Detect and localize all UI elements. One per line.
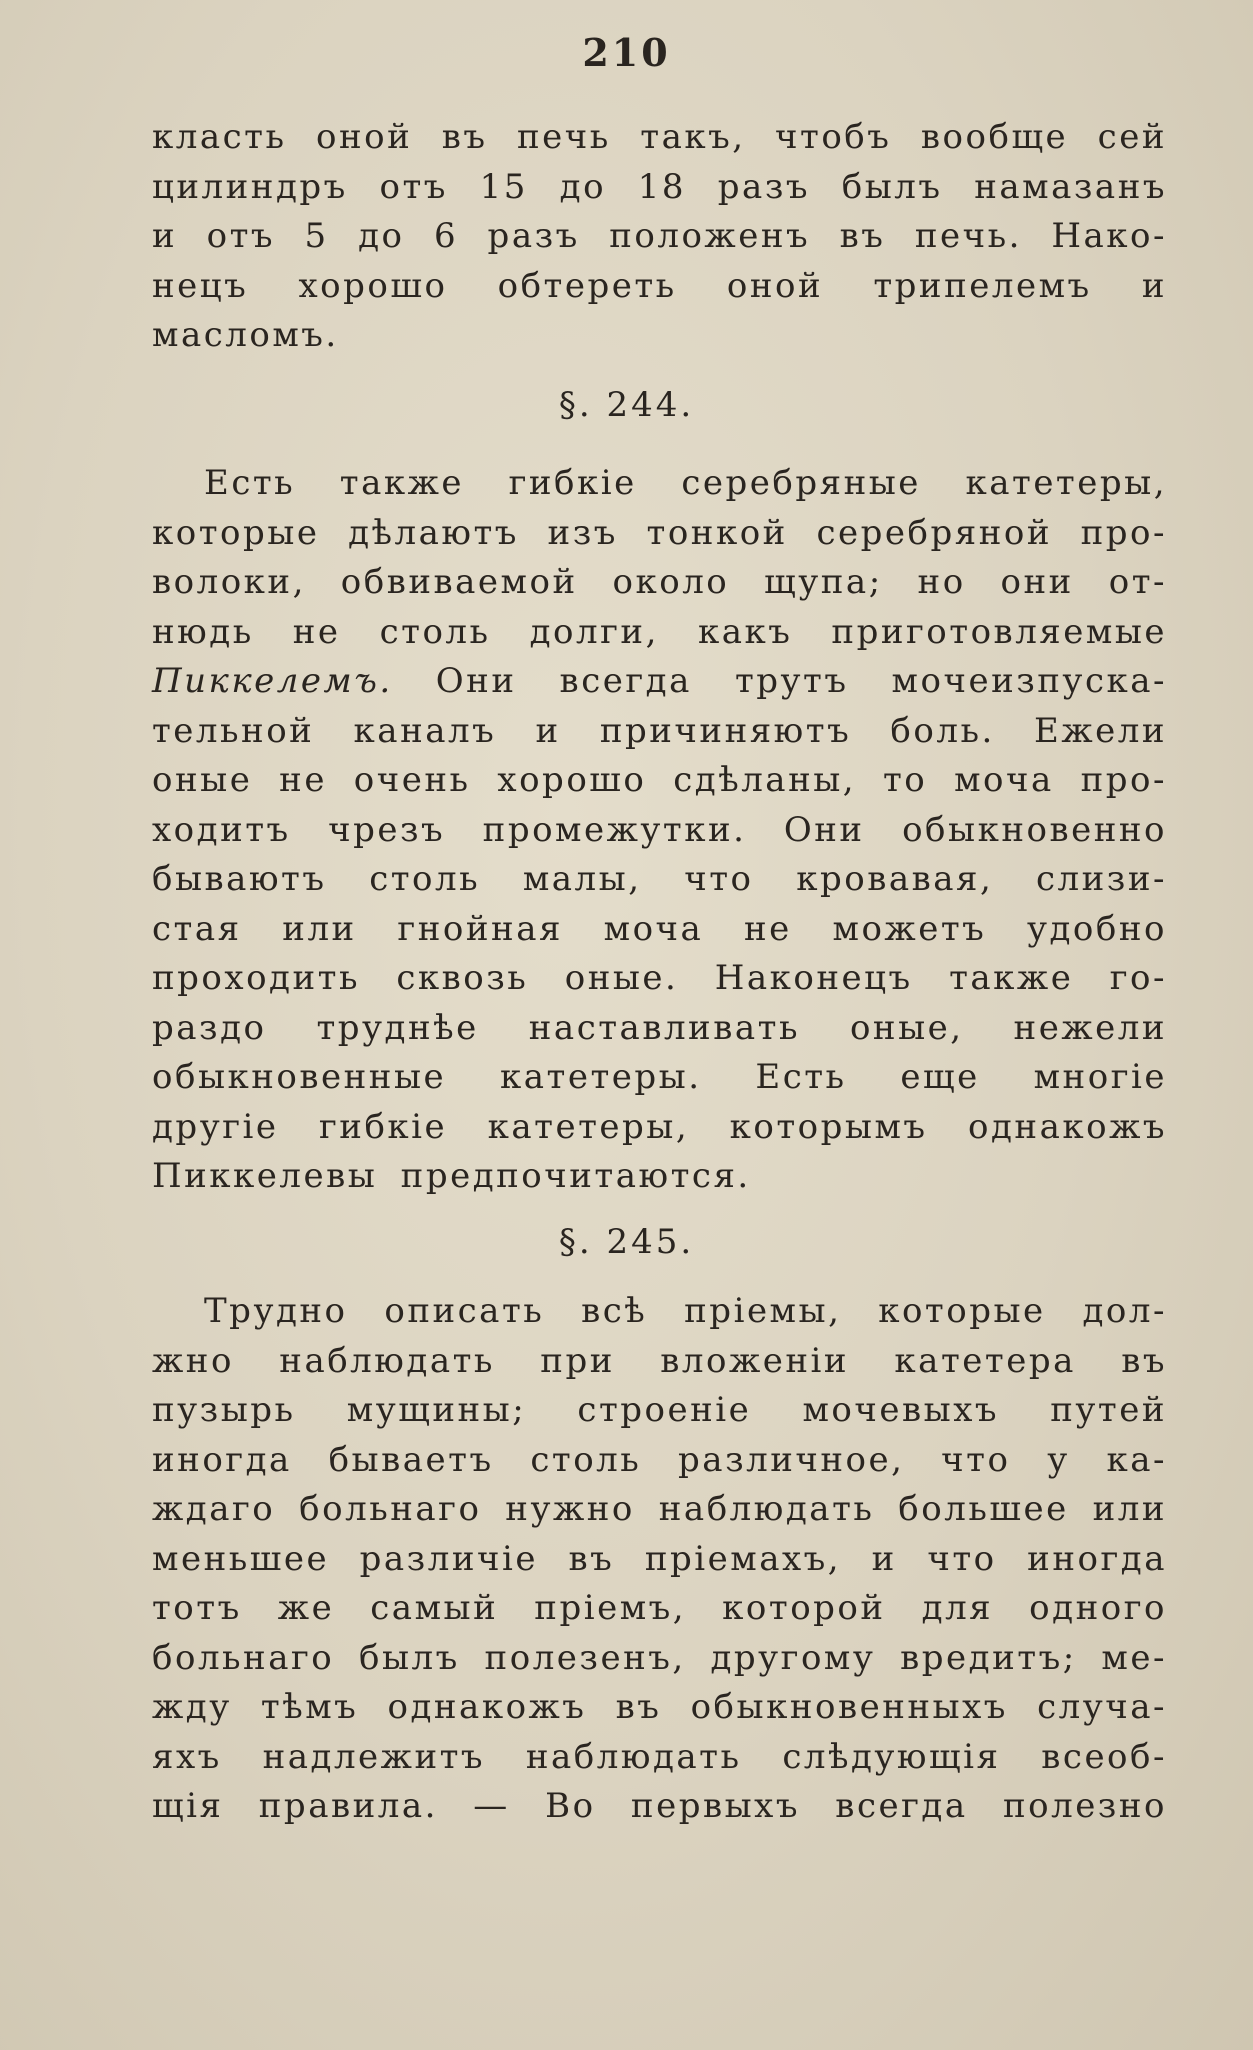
- section-heading-245: §. 245.: [558, 1222, 695, 1262]
- text-line: щія правила. — Во первыхъ всегда полезно: [152, 1786, 1167, 1826]
- text-line: тотъ же самый пріемъ, которой для одного: [152, 1588, 1167, 1628]
- text-line: стая или гнойная моча не можетъ удобно: [152, 908, 1167, 949]
- text-line: волоки, обвиваемой около щупа; но они от-: [152, 562, 1167, 602]
- intro-paragraph: [152, 113, 1167, 361]
- text-line: иногда бываетъ столь различное, что у ка-: [152, 1439, 1167, 1480]
- text-line: обыкновенные катетеры. Есть еще многіе: [152, 1057, 1167, 1097]
- paragraph-245: [152, 1287, 1167, 1832]
- text-line: нецъ хорошо обтереть оной трипелемъ и: [152, 265, 1167, 306]
- text-line: Есть также гибкіе серебряные катетеры,: [204, 463, 1167, 503]
- text-line: ждаго больнаго нужно наблюдать большее или: [152, 1489, 1167, 1529]
- page-number: 210: [582, 30, 671, 75]
- text-line: и отъ 5 до 6 разъ положенъ въ печь. Нако-: [152, 216, 1167, 256]
- text-line: проходить сквозь оные. Наконецъ также го-: [152, 958, 1167, 998]
- text-line: [152, 657, 1167, 707]
- text-fragment: Они всегда трутъ мочеизпуска-: [392, 661, 1167, 701]
- text-line: жду тѣмъ однакожъ въ обыкновенныхъ случа-: [152, 1687, 1167, 1727]
- text-line: которые дѣлаютъ изъ тонкой серебряной про-: [152, 512, 1167, 553]
- text-line: пузырь мущины; строеніе мочевыхъ путей: [152, 1390, 1167, 1430]
- text-line: раздо труднѣе наставливать оные, нежели: [152, 1007, 1167, 1048]
- italic-name: Пиккелемъ.: [152, 661, 393, 701]
- text-line: другіе гибкіе катетеры, которымъ однакожъ: [152, 1106, 1167, 1147]
- text-line: цилиндръ отъ 15 до 18 разъ былъ намазанъ: [152, 166, 1167, 207]
- paragraph-244: [152, 459, 1167, 1202]
- text-line: ходитъ чрезъ промежутки. Они обыкновенно: [152, 809, 1167, 850]
- text-line: больнаго былъ полезенъ, другому вредитъ; ме-: [152, 1637, 1167, 1678]
- text-line: жно наблюдать при вложеніи катетера въ: [152, 1340, 1167, 1381]
- text-line: меньшее различіе въ пріемахъ, и что иногда: [152, 1538, 1167, 1579]
- text-line: масломъ.: [152, 315, 339, 355]
- text-line: бываютъ столь малы, что кровавая, слизи-: [152, 859, 1167, 899]
- text-line: Пиккелевы предпочитаются.: [152, 1156, 751, 1196]
- text-line: Трудно описать всѣ пріемы, которые дол-: [204, 1291, 1167, 1331]
- text-line: нюдь не столь долги, какъ приготовляемые: [152, 611, 1167, 652]
- text-line: класть оной въ печь такъ, чтобъ вообще сей: [152, 117, 1167, 157]
- section-heading-244: §. 244.: [558, 385, 695, 425]
- text-line: тельной каналъ и причиняютъ боль. Ежели: [152, 710, 1167, 751]
- text-line: оные не очень хорошо сдѣланы, то моча про-: [152, 760, 1167, 800]
- text-line: яхъ надлежитъ наблюдать слѣдующія всеоб-: [152, 1736, 1167, 1777]
